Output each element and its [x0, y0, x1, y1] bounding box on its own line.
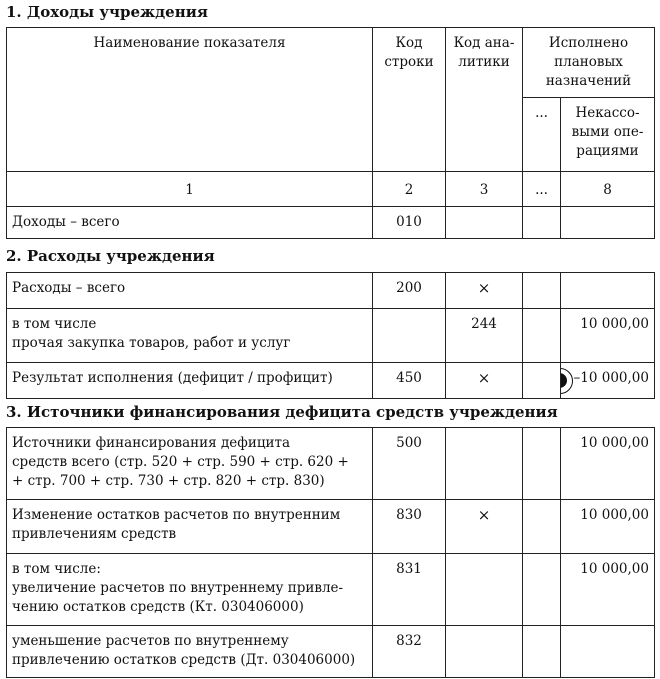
- sources-internal-name: Изменение остатков расчетов по внутренним привлечениям средств: [7, 500, 373, 554]
- income-total-ellipsis: [523, 207, 561, 239]
- header-analytic: Код ана- литики: [446, 28, 523, 172]
- expenses-total-code: 200: [373, 273, 446, 309]
- expenses-purchase-code: [373, 309, 446, 363]
- sources-total-value: 10 000,00: [561, 428, 655, 500]
- col-number-ellipsis: ...: [523, 172, 561, 207]
- sources-internal-ellipsis: [523, 500, 561, 554]
- expenses-table: [6, 272, 655, 399]
- sources-table: [6, 427, 655, 678]
- sources-increase-name: в том числе: увеличение расчетов по внутреннему привле- чению остатков средств (Кт. 030406000): [7, 554, 373, 626]
- expenses-total-analytic: ×: [446, 273, 523, 309]
- header-ellipsis: ...: [523, 98, 561, 172]
- sources-increase-code: 831: [373, 554, 446, 626]
- income-total-name: Доходы – всего: [7, 207, 373, 239]
- sources-decrease-analytic: [446, 626, 523, 678]
- header-code: Код строки: [373, 28, 446, 172]
- expenses-purchase-value: 10 000,00: [561, 309, 655, 363]
- expenses-result-analytic: ×: [446, 363, 523, 399]
- expenses-total-name: Расходы – всего: [7, 273, 373, 309]
- expenses-total-value: [561, 273, 655, 309]
- expenses-purchase-ellipsis: [523, 309, 561, 363]
- expenses-result-name: Результат исполнения (дефицит / профицит): [7, 363, 373, 399]
- sources-decrease-ellipsis: [523, 626, 561, 678]
- sources-decrease-value: [561, 626, 655, 678]
- expenses-purchase-name: в том числе прочая закупка товаров, работ и услуг: [7, 309, 373, 363]
- section-title-income: 1. Доходы учреждения: [6, 3, 208, 21]
- sources-decrease-code: 832: [373, 626, 446, 678]
- header-executed: Исполнено плановых назначений: [523, 28, 655, 98]
- col-number-1: 1: [7, 172, 373, 207]
- expenses-result-ellipsis: [523, 363, 561, 399]
- sources-total-analytic: [446, 428, 523, 500]
- income-table: [6, 27, 655, 239]
- col-number-8: 8: [561, 172, 655, 207]
- sources-total-code: 500: [373, 428, 446, 500]
- col-number-3: 3: [446, 172, 523, 207]
- expenses-total-ellipsis: [523, 273, 561, 309]
- income-total-value: [561, 207, 655, 239]
- sources-increase-value: 10 000,00: [561, 554, 655, 626]
- sources-internal-value: 10 000,00: [561, 500, 655, 554]
- expenses-result-value: –10 000,00: [573, 370, 649, 386]
- sources-total-name: Источники финансирования дефицита средств всего (стр. 520 + стр. 590 + стр. 620 + + стр. 700 + стр. 730 + стр. 820 + стр. 830): [7, 428, 373, 500]
- income-total-code: 010: [373, 207, 446, 239]
- expenses-result-value-cell: [561, 363, 655, 399]
- sources-internal-analytic: ×: [446, 500, 523, 554]
- sources-decrease-name: уменьшение расчетов по внутреннему привлечению остатков средств (Дт. 030406000): [7, 626, 373, 678]
- sources-increase-ellipsis: [523, 554, 561, 626]
- sources-total-ellipsis: [523, 428, 561, 500]
- expenses-result-code: 450: [373, 363, 446, 399]
- header-name: Наименование показателя: [7, 28, 373, 172]
- expenses-purchase-analytic: 244: [446, 309, 523, 363]
- bullet-marker-icon: [561, 368, 574, 394]
- section-title-sources: 3. Источники финансирования дефицита средств учреждения: [6, 403, 558, 421]
- sources-increase-analytic: [446, 554, 523, 626]
- income-total-analytic: [446, 207, 523, 239]
- section-title-expenses: 2. Расходы учреждения: [6, 247, 215, 265]
- sources-internal-code: 830: [373, 500, 446, 554]
- col-number-2: 2: [373, 172, 446, 207]
- header-noncash: Некассо- выми опе- рациями: [561, 98, 655, 172]
